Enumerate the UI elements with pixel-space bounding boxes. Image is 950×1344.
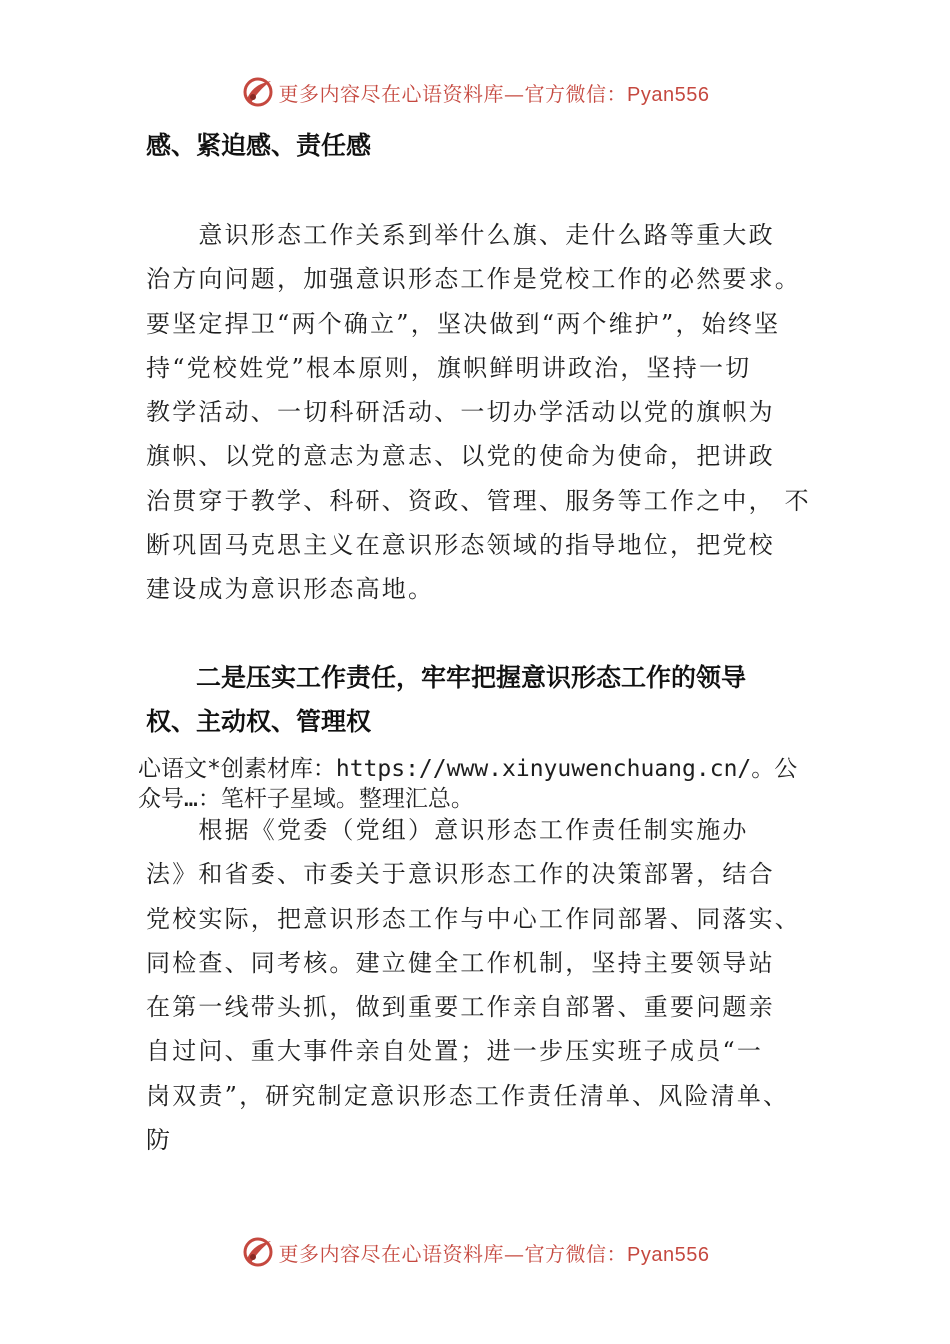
footer-banner	[0, 1232, 950, 1272]
section-heading-2	[146, 656, 816, 744]
para1-line: 断巩固马克思主义在意识形态领域的指导地位，把党校	[146, 531, 775, 560]
para2-line: 法》和省委、市委关于意识形态工作的决策部署，结合	[146, 860, 775, 889]
wechat-id: Pyan556	[627, 83, 710, 106]
para1-line: 要坚定捍卫“两个确立”，坚决做到“两个维护”，始终坚	[146, 309, 781, 338]
para2-line: 同检查、同考核。建立健全工作机制，坚持主要领导站	[146, 948, 775, 977]
red-flame-logo-icon	[241, 75, 275, 109]
wechat-id: Pyan556	[627, 1243, 710, 1266]
para2-line: 防	[146, 1126, 173, 1155]
banner-text: 更多内容尽在心语资料库—官方微信：Pyan556	[278, 1241, 710, 1266]
para1-line: 教学活动、一切科研活动、一切办学活动以党的旗帜为	[146, 398, 775, 427]
para1-line: 旗帜、以党的意志为意志、以党的使命为使命，把讲政	[146, 442, 775, 471]
para1-line: 意识形态工作关系到举什么旗、走什么路等重大政	[146, 221, 775, 249]
red-flame-logo-icon	[241, 1235, 275, 1269]
header-banner	[0, 72, 950, 112]
heading-continuation: 感、紧迫感、责任感	[146, 131, 372, 160]
para2-line: 在第一线带头抓，做到重要工作亲自部署、重要问题亲	[146, 993, 775, 1022]
heading2-line: 权、主动权、管理权	[146, 707, 372, 736]
paragraph-1	[146, 213, 816, 612]
para1-line: 持“党校姓党”根本原则，旗帜鲜明讲政治，坚持一切	[146, 353, 752, 382]
para1-line: 治方向问题，加强意识形态工作是党校工作的必然要求。	[146, 265, 801, 294]
paragraph-2	[146, 808, 816, 1162]
para2-line: 岗双责”，研究制定意识形态工作责任清单、风险清单、	[146, 1081, 790, 1110]
note-line: 心语文*创素材库：https://www.xinyuwenchuang.cn/。公	[138, 756, 798, 782]
heading2-line: 二是压实工作责任，牢牢把握意识形态工作的领导	[146, 663, 747, 692]
para2-line: 根据《党委（党组）意识形态工作责任制实施办	[146, 816, 749, 844]
note-line: 众号…：笔杆子星域。整理汇总。	[138, 786, 474, 812]
para1-line: 治贯穿于教学、科研、资政、管理、服务等工作之中， 不	[146, 486, 811, 515]
para1-line: 建设成为意识形态高地。	[146, 575, 435, 604]
source-note	[138, 754, 838, 814]
para2-line: 党校实际，把意识形态工作与中心工作同部署、同落实、	[146, 904, 801, 933]
banner-text: 更多内容尽在心语资料库—官方微信：Pyan556	[278, 81, 710, 106]
para2-line: 自过问、重大事件亲自处置；进一步压实班子成员“一	[146, 1037, 764, 1066]
